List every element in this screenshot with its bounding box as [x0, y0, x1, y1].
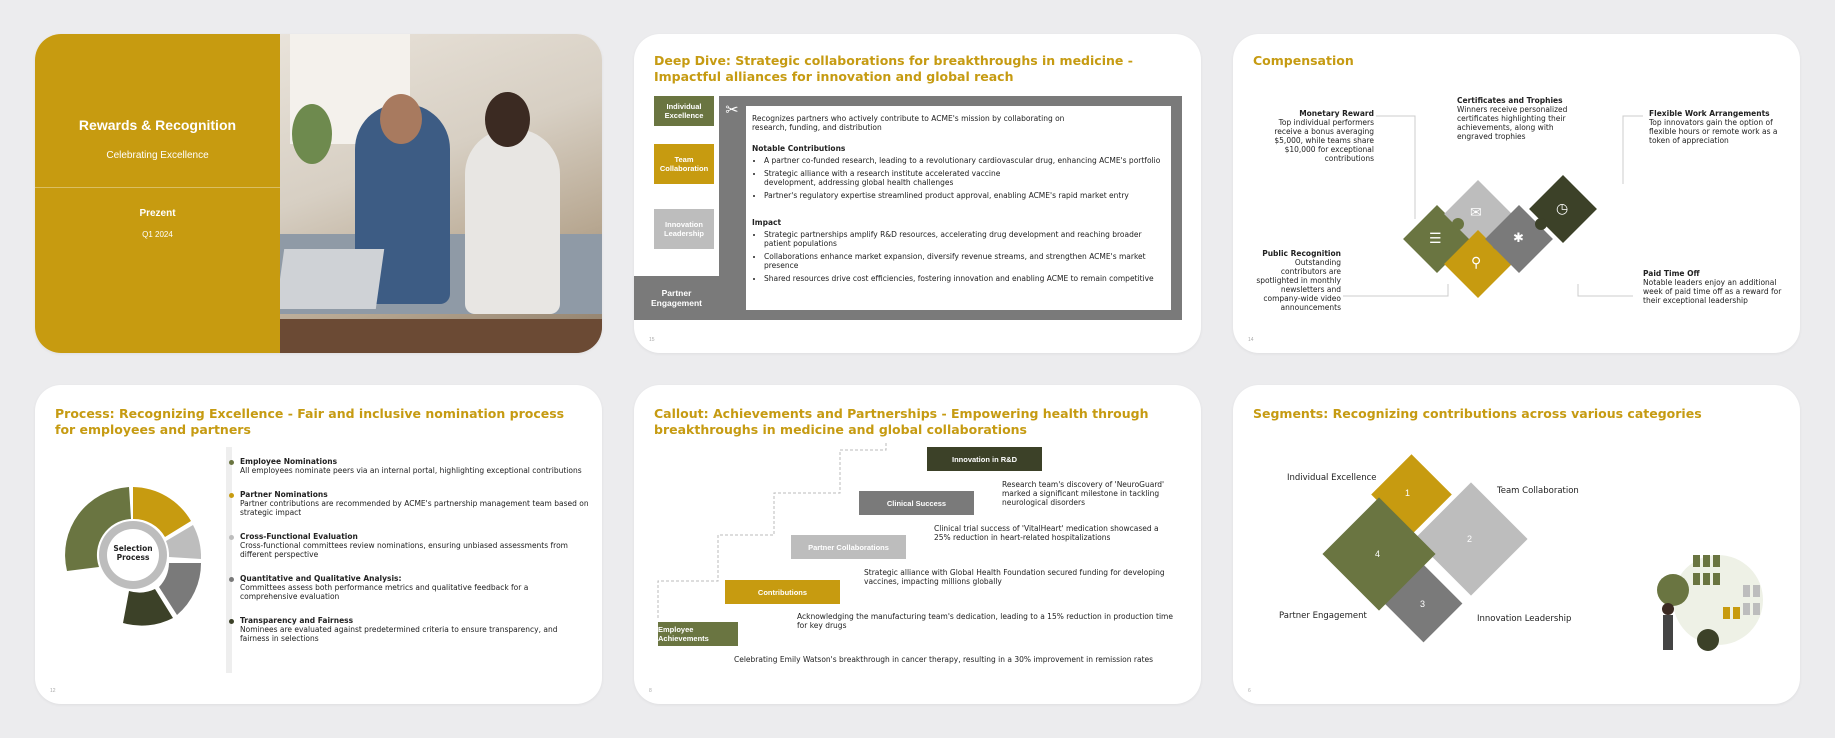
photo-head-1 [380, 94, 422, 144]
step-text: Clinical trial success of 'VitalHeart' medication showcased a 25% reduction in heart-related hospitalizations [934, 524, 1159, 542]
step-employee-achievements[interactable] [658, 622, 738, 646]
divider [35, 187, 280, 188]
magnifier-icon: ⚲ [1471, 254, 1482, 270]
step-partner-collaborations[interactable] [791, 535, 906, 559]
segment-number: 1 [1405, 488, 1411, 498]
step-heading: Partner Nominations [240, 490, 328, 499]
item-text: Top innovators gain the option of flexible hours or remote work as a token of appreciation [1649, 118, 1778, 145]
page-number: 6 [1248, 688, 1251, 694]
step-item [240, 490, 590, 517]
item-heading: Monetary Reward [1299, 109, 1374, 118]
slide-title: Deep Dive: Strategic collaborations for breakthroughs in medicine - Impactful alliances for innovation and global reach [654, 53, 1133, 84]
tab-partner-engagement[interactable] [634, 276, 719, 320]
slide-title: Compensation [1253, 53, 1354, 68]
slide-card-5[interactable] [634, 385, 1201, 704]
checklist-icon: ☰ [1429, 230, 1442, 246]
step-clinical-success[interactable] [859, 491, 974, 515]
slide-subtitle: Celebrating Excellence [106, 150, 209, 161]
team-illustration [1643, 545, 1783, 665]
step-heading: Transparency and Fairness [240, 616, 354, 625]
slide-card-3[interactable] [1233, 34, 1800, 353]
step-heading: Quantitative and Qualitative Analysis: [240, 574, 402, 583]
segment-label-individual: Individual Excellence [1287, 473, 1377, 483]
timeline-bar [226, 447, 232, 673]
step-text: All employees nominate peers via an internal portal, highlighting exceptional contributions [240, 466, 582, 475]
notable-heading: Notable Contributions [752, 144, 846, 153]
intro-text: Recognizes partners who actively contribute to ACME's mission by collaborating on research, funding, and distribution [752, 114, 1065, 132]
item-text: Top individual performers receive a bonus averaging $5,000, while teams share $10,000 for exceptional contributions [1274, 118, 1374, 163]
page-number: 12 [50, 688, 56, 694]
list-item: • Collaborations enhance market expansion, diversify revenue streams, and strengthen ACME's market presence [764, 252, 1164, 270]
photo [280, 34, 602, 353]
page-number: 14 [1248, 337, 1254, 343]
step-heading: Cross-Functional Evaluation [240, 532, 358, 541]
step-text: Cross-functional committees review nominations, ensuring unbiased assessments from different perspective [240, 541, 568, 559]
photo-person-2 [465, 129, 560, 314]
item-heading: Paid Time Off [1643, 269, 1700, 278]
step-label: Contributions [757, 587, 808, 597]
step-label: Employee Achievements [658, 625, 709, 643]
step-item [240, 457, 590, 475]
impact-heading: Impact [752, 218, 782, 227]
step-heading: Employee Nominations [240, 457, 338, 466]
tab-label: Partner Engagement [650, 288, 702, 308]
step-text: Acknowledging the manufacturing team's dedication, leading to a 15% reduction in production time for key drugs [797, 612, 1173, 630]
step-label: Clinical Success [886, 498, 947, 508]
list-item: • Strategic alliance with a research institute accelerated vaccine development, addressing global health challenges [764, 169, 1024, 187]
photo-head-2 [485, 92, 530, 147]
tab-innovation-leadership[interactable] [654, 209, 714, 249]
step-dot [229, 619, 234, 624]
step-label: Partner Collaborations [808, 542, 889, 552]
photo-plant [292, 104, 332, 164]
slide-title: Callout: Achievements and Partnerships - Empowering health through breakthroughs in medicine and global collaborations [654, 406, 1149, 437]
tab-label: Individual Excellence [664, 102, 704, 120]
list-item: • Shared resources drive cost efficiencies, fostering innovation and enabling ACME to remain competitive [764, 274, 1164, 283]
tab-individual-excellence[interactable] [654, 96, 714, 126]
step-text: Strategic alliance with Global Health Foundation secured funding for developing vaccines, impacting millions globally [864, 568, 1165, 586]
step-label: Innovation in R&D [952, 454, 1017, 464]
step-text: Nominees are evaluated against predetermined criteria to ensure transparency, and fairness in selections [240, 625, 558, 643]
step-dot [229, 535, 234, 540]
slide-card-4[interactable] [35, 385, 602, 704]
segment-number: 4 [1375, 549, 1381, 559]
item-text: Outstanding contributors are spotlighted in monthly newsletters and company-wide video announcements [1256, 258, 1341, 312]
item-text: Winners receive personalized certificates highlighting their achievements, along with engraved trophies [1457, 105, 1568, 141]
page-number: 8 [649, 688, 652, 694]
photo-table [280, 319, 602, 353]
list-item: • Strategic partnerships amplify R&D resources, accelerating drug development and reaching broader patient populations [764, 230, 1144, 248]
tab-team-collaboration[interactable] [654, 144, 714, 184]
step-dot [229, 493, 234, 498]
date: Q1 2024 [142, 230, 173, 239]
step-item [240, 532, 570, 559]
photo-laptop [280, 249, 384, 309]
segment-number: 3 [1420, 599, 1426, 609]
author: Prezent [139, 208, 176, 219]
step-text: Committees assess both performance metrics and qualitative feedback for a comprehensive evaluation [240, 583, 529, 601]
list-item: • A partner co-funded research, leading to a revolutionary cardiovascular drug, enhancing ACME's portfolio [764, 156, 1164, 165]
slide-card-2[interactable] [634, 34, 1201, 353]
slide-title: Process: Recognizing Excellence - Fair and inclusive nomination process for employees and partners [55, 406, 565, 437]
tab-label: Team Collaboration [659, 155, 709, 173]
step-contributions[interactable] [725, 580, 840, 604]
slide-card-6[interactable] [1233, 385, 1800, 704]
lightbulb-icon: ✱ [1513, 230, 1524, 245]
slide-title: Segments: Recognizing contributions across various categories [1253, 406, 1702, 421]
list-item: • Partner's regulatory expertise streamlined product approval, enabling ACME's rapid market entry [764, 191, 1164, 200]
title-panel [35, 34, 280, 353]
notable-list [752, 156, 1164, 200]
slide-title: Rewards & Recognition [78, 117, 237, 133]
tab-label: Innovation Leadership [663, 220, 704, 238]
envelope-icon: ✉ [1470, 204, 1482, 220]
segment-label-partner: Partner Engagement [1279, 611, 1367, 621]
item-text: Notable leaders enjoy an additional week of paid time off as a reward for their exceptional leadership [1643, 278, 1782, 305]
slide-card-1[interactable] [35, 34, 602, 353]
step-text: Celebrating Emily Watson's breakthrough in cancer therapy, resulting in a 30% improvement in remission rates [734, 655, 1154, 664]
step-dot [229, 577, 234, 582]
step-item [240, 574, 540, 601]
step-innovation-rnd[interactable] [927, 447, 1042, 471]
segment-number: 2 [1467, 534, 1473, 544]
step-dot [229, 460, 234, 465]
content-box [746, 106, 1171, 310]
tools-icon: ✂ [725, 102, 739, 119]
page-number: 15 [649, 337, 655, 343]
step-item [240, 616, 570, 643]
item-heading: Flexible Work Arrangements [1649, 109, 1770, 118]
item-heading: Public Recognition [1262, 249, 1341, 258]
step-text: Partner contributions are recommended by ACME's partnership management team based on strategic impact [240, 499, 589, 517]
segment-label-innovation: Innovation Leadership [1477, 614, 1572, 624]
item-heading: Certificates and Trophies [1457, 96, 1563, 105]
step-text: Research team's discovery of 'NeuroGuard' marked a significant milestone in tackling neurological disorders [1002, 480, 1165, 507]
center-label: Selection Process [113, 544, 153, 562]
clock-icon: ◷ [1556, 200, 1569, 216]
impact-list [752, 230, 1164, 283]
segment-label-team: Team Collaboration [1497, 486, 1579, 496]
